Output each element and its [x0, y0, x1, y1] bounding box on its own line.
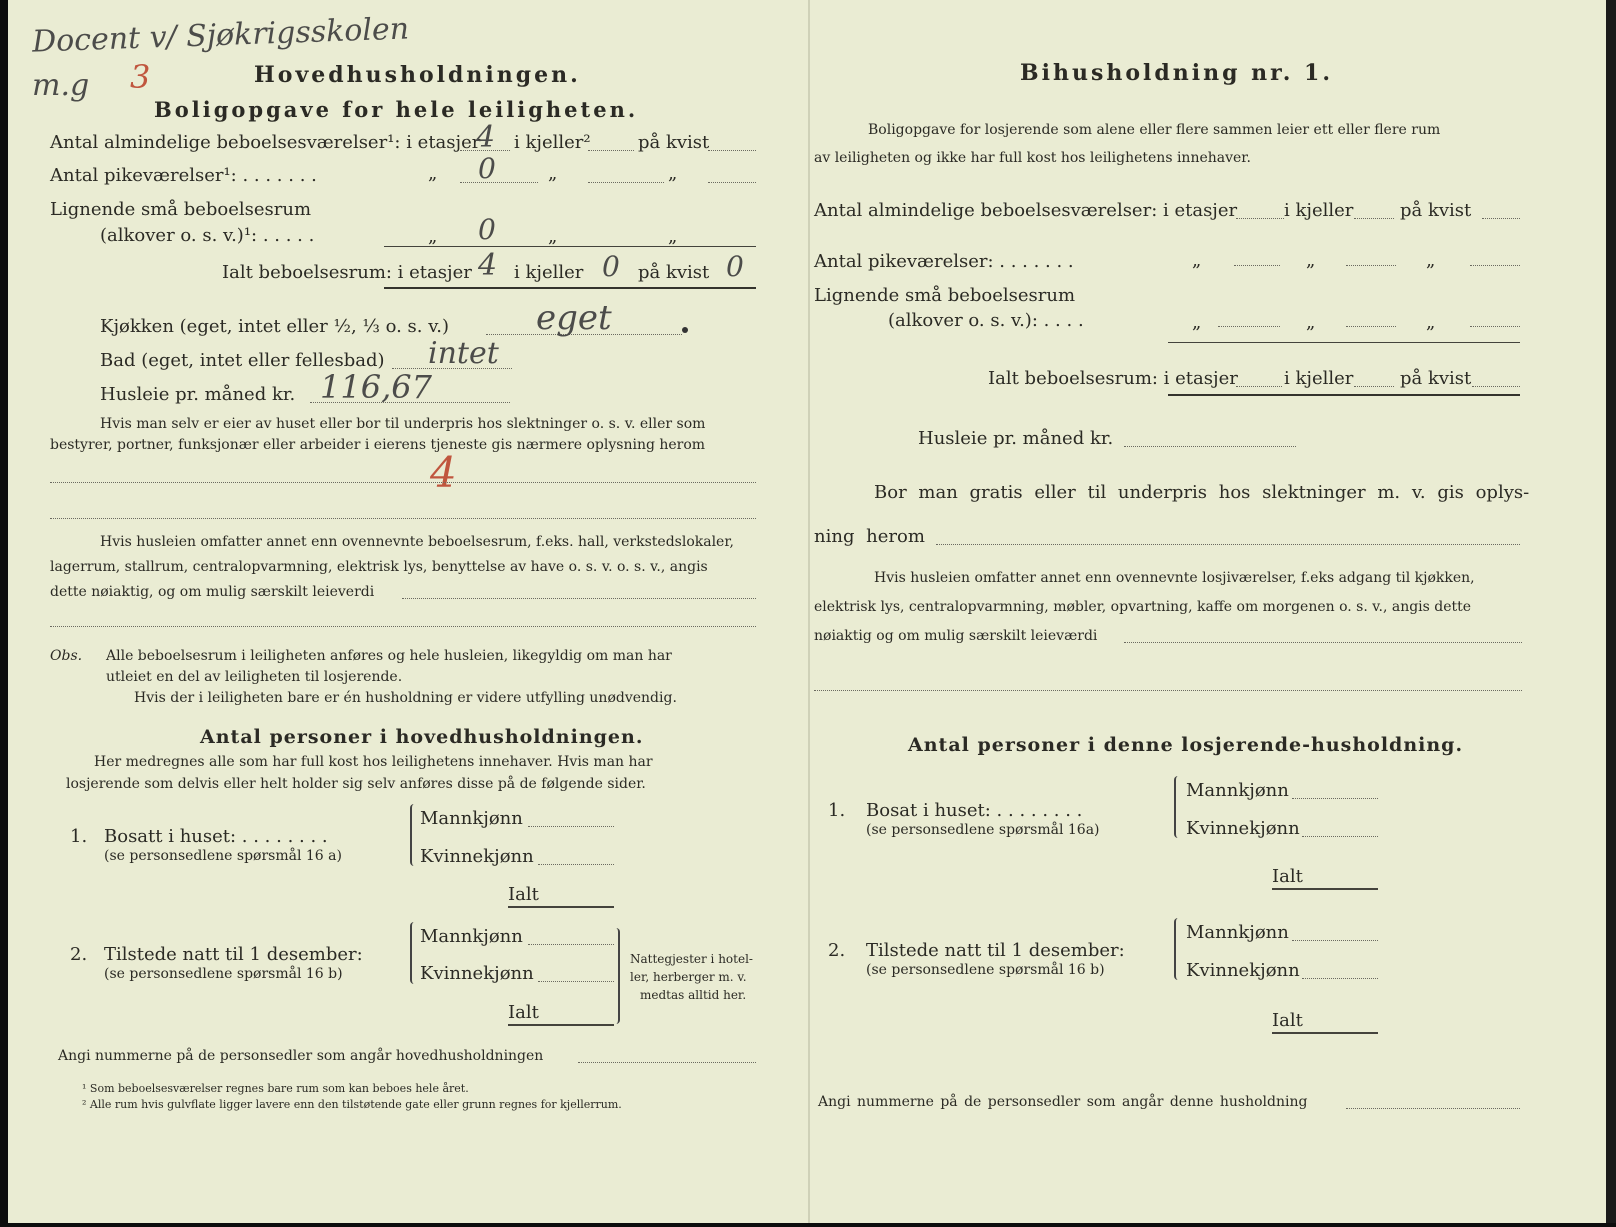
- quote-mark: „: [1306, 312, 1316, 333]
- includes-text-2: lagerrum, stallrum, centralopvarmning, elektrisk lys, benyttelse av have o. s. v. o. s. v., angis: [50, 559, 708, 575]
- footnote-1: ¹ Som beboelsesværelser regnes bare rum som kan beboes hele året.: [82, 1082, 469, 1095]
- includes-line-2[interactable]: [50, 626, 756, 627]
- right-persons-title: Antal personer i denne losjerende-husholdning.: [908, 734, 1464, 756]
- right-total-rule: [1168, 394, 1520, 396]
- left-q1-sub: (se personsedlene spørsmål 16 a): [104, 848, 342, 864]
- right-includes-line-2[interactable]: [814, 690, 1522, 691]
- left-title: Hovedhusholdningen.: [254, 62, 581, 88]
- night-guests-note-2: ler, herberger m. v.: [630, 970, 747, 984]
- left-q2-sub: (se personsedlene spørsmål 16 b): [104, 966, 343, 982]
- left-q2-male-line[interactable]: [528, 944, 614, 945]
- total-kvist-label: på kvist: [638, 262, 710, 283]
- night-guests-brace: [612, 928, 620, 1024]
- right-q1-brace: [1174, 776, 1182, 838]
- rent-value[interactable]: 116,67: [320, 368, 432, 406]
- total-kjeller-value[interactable]: 0: [602, 250, 620, 283]
- rooms-row-label: Antal almindelige beboelsesværelser¹: i etasjer: [50, 132, 481, 153]
- obs-text-2: utleiet en del av leiligheten til losjerende.: [106, 669, 403, 685]
- quote-mark: „: [668, 163, 678, 184]
- alcove-etasjer-value[interactable]: 0: [478, 213, 496, 246]
- right-includes-3: nøiaktig og om mulig særskilt leieværdi: [814, 628, 1098, 644]
- right-alcove-kvist-line[interactable]: [1470, 326, 1520, 327]
- left-q2-total-label: Ialt: [508, 1002, 539, 1023]
- bath-label: Bad (eget, intet eller fellesbad): [100, 350, 385, 371]
- right-q1-number: 1.: [828, 800, 846, 821]
- left-q1-label: Bosatt i huset: . . . . . . . .: [104, 826, 328, 847]
- quote-mark: „: [1426, 312, 1436, 333]
- right-q1-sub: (se personsedlene spørsmål 16a): [866, 822, 1100, 838]
- left-angi-line[interactable]: [578, 1062, 756, 1063]
- right-free-line[interactable]: [936, 544, 1520, 545]
- right-rent-label: Husleie pr. måned kr.: [918, 428, 1114, 449]
- left-subtitle: Boligopgave for hele leiligheten.: [154, 97, 639, 122]
- right-alcove-rule: [1168, 342, 1520, 343]
- right-q2-male-line[interactable]: [1292, 940, 1378, 941]
- right-angi-line[interactable]: [1346, 1108, 1520, 1109]
- right-q1-female-label: Kvinnekjønn: [1186, 818, 1300, 839]
- maid-kjeller-line[interactable]: [588, 182, 664, 183]
- left-q1-total-line[interactable]: [508, 906, 614, 908]
- rooms-etasjer-value[interactable]: 4: [476, 120, 496, 155]
- handwritten-mg-number: 3: [130, 58, 151, 96]
- owner-line-1[interactable]: [50, 482, 756, 483]
- owner-line-2[interactable]: [50, 518, 756, 519]
- right-maid-kjeller-line[interactable]: [1346, 265, 1396, 266]
- quote-mark: „: [548, 226, 558, 247]
- includes-text-1: Hvis husleien omfatter annet enn ovennevnte beboelsesrum, f.eks. hall, verkstedslokaler,: [100, 534, 734, 550]
- right-rooms-kvist-label: på kvist: [1400, 200, 1472, 221]
- rent-label: Husleie pr. måned kr.: [100, 384, 296, 405]
- right-q1-total-label: Ialt: [1272, 866, 1303, 887]
- right-q1-male-line[interactable]: [1292, 798, 1378, 799]
- right-maid-kvist-line[interactable]: [1470, 265, 1520, 266]
- left-q1-male-line[interactable]: [528, 826, 614, 827]
- rooms-kjeller-label: i kjeller²: [514, 132, 591, 153]
- obs-text-1: Alle beboelsesrum i leiligheten anføres og hele husleien, likegyldig om man har: [106, 648, 672, 664]
- handwritten-red-four: 4: [430, 448, 457, 497]
- right-includes-1: Hvis husleien omfatter annet enn ovennevnte losjiværelser, f.eks adgang til kjøkken,: [874, 570, 1475, 586]
- right-total-label: Ialt beboelsesrum: i etasjer: [988, 368, 1238, 389]
- right-q2-total-label: Ialt: [1272, 1010, 1303, 1031]
- total-rooms-label: Ialt beboelsesrum: i etasjer: [222, 262, 472, 283]
- page-fold: [808, 0, 810, 1223]
- left-q2-brace: [410, 922, 418, 984]
- left-persons-text-2: losjerende som delvis eller helt holder sig selv anføres disse på de følgende sider.: [66, 776, 646, 792]
- right-total-kjeller-label: i kjeller: [1284, 368, 1354, 389]
- kitchen-label: Kjøkken (eget, intet eller ½, ⅓ o. s. v.): [100, 316, 449, 337]
- total-etasjer-value[interactable]: 4: [478, 248, 498, 283]
- rooms-kjeller-line[interactable]: [588, 150, 634, 151]
- maid-rooms-label: Antal pikeværelser¹: . . . . . . .: [50, 165, 317, 186]
- includes-text-3: dette nøiaktig, og om mulig særskilt leieverdi: [50, 584, 375, 600]
- right-q2-brace: [1174, 918, 1182, 980]
- right-total-kjeller-line[interactable]: [1354, 386, 1394, 387]
- quote-mark: „: [1192, 250, 1202, 271]
- kitchen-value[interactable]: eget: [536, 298, 612, 338]
- left-angi-text: Angi nummerne på de personsedler som angår hovedhusholdningen: [58, 1048, 544, 1064]
- total-kjeller-label: i kjeller: [514, 262, 584, 283]
- right-q1-female-line[interactable]: [1302, 836, 1378, 837]
- left-q1-total-label: Ialt: [508, 884, 539, 905]
- left-q1-brace: [410, 804, 418, 866]
- quote-mark: „: [1306, 250, 1316, 271]
- left-q2-number: 2.: [70, 944, 88, 965]
- right-q2-total-line[interactable]: [1272, 1032, 1378, 1034]
- handwritten-note: Docent v/ Sjøkrigsskolen: [31, 11, 410, 60]
- right-alcove-label-sub: (alkover o. s. v.): . . . .: [888, 310, 1084, 331]
- night-guests-note-3: medtas alltid her.: [640, 988, 747, 1002]
- quote-mark: „: [428, 226, 438, 247]
- left-q2-female-line[interactable]: [538, 981, 614, 982]
- alcove-label-sub: (alkover o. s. v.)¹: . . . . .: [100, 225, 315, 246]
- right-q2-female-label: Kvinnekjønn: [1186, 960, 1300, 981]
- right-q2-sub: (se personsedlene spørsmål 16 b): [866, 962, 1105, 978]
- rooms-kvist-line[interactable]: [708, 150, 756, 151]
- maid-etasjer-value[interactable]: 0: [478, 152, 496, 185]
- right-rooms-kjeller-label: i kjeller: [1284, 200, 1354, 221]
- right-q1-label: Bosat i huset: . . . . . . . .: [866, 800, 1083, 821]
- quote-mark: „: [1426, 250, 1436, 271]
- right-title: Bihusholdning nr. 1.: [1020, 60, 1333, 86]
- right-intro-1: Boligopgave for losjerende som alene eller flere sammen leier ett eller flere rum: [868, 122, 1441, 138]
- left-q2-female-label: Kvinnekjønn: [420, 963, 534, 984]
- maid-etasjer-line: [460, 182, 538, 183]
- right-rooms-etasjer-line[interactable]: [1236, 218, 1284, 219]
- total-kvist-value[interactable]: 0: [726, 250, 744, 283]
- right-angi-text: Angi nummerne på de personsedler som angår denne husholdning: [818, 1094, 1308, 1110]
- maid-kvist-line[interactable]: [708, 182, 756, 183]
- right-q2-female-line[interactable]: [1302, 978, 1378, 979]
- right-alcove-label: Lignende små beboelsesrum: [814, 285, 1076, 306]
- right-alcove-kjeller-line[interactable]: [1346, 326, 1396, 327]
- right-rooms-kjeller-line[interactable]: [1354, 218, 1394, 219]
- ink-dot: [682, 327, 688, 333]
- alcove-rule: [384, 246, 756, 247]
- left-q2-male-label: Mannkjønn: [420, 926, 523, 947]
- right-q2-male-label: Mannkjønn: [1186, 922, 1289, 943]
- left-q2-label: Tilstede natt til 1 desember:: [104, 944, 363, 965]
- right-intro-2: av leiligheten og ikke har full kost hos leilighetens innehaver.: [814, 150, 1251, 166]
- quote-mark: „: [548, 163, 558, 184]
- right-total-etasjer-line[interactable]: [1236, 386, 1282, 387]
- left-q1-female-label: Kvinnekjønn: [420, 846, 534, 867]
- footnote-2: ² Alle rum hvis gulvflate ligger lavere enn den tilstøtende gate eller grunn regnes for kjellerrum.: [82, 1098, 622, 1111]
- right-includes-2: elektrisk lys, centralopvarmning, møbler, opvartning, kaffe om morgenen o. s. v., angis dette: [814, 599, 1472, 615]
- left-q2-total-line[interactable]: [508, 1024, 614, 1026]
- left-persons-text-1: Her medregnes alle som har full kost hos leilighetens innehaver. Hvis man har: [94, 754, 653, 770]
- right-maid-label: Antal pikeværelser: . . . . . . .: [814, 251, 1074, 272]
- total-rule: [384, 287, 756, 289]
- right-free-text-1: Bor man gratis eller til underpris hos slektninger m. v. gis oplys-: [874, 482, 1530, 503]
- quote-mark: „: [668, 226, 678, 247]
- right-alcove-etasjer-line[interactable]: [1218, 326, 1280, 327]
- right-q1-total-line[interactable]: [1272, 888, 1378, 890]
- owner-text-2: bestyrer, portner, funksjonær eller arbeider i eierens tjeneste gis nærmere oplysning herom: [50, 437, 706, 453]
- right-includes-line-1[interactable]: [1124, 642, 1522, 643]
- left-q1-female-line[interactable]: [538, 864, 614, 865]
- handwritten-mg: m.g: [32, 68, 90, 103]
- left-q1-number: 1.: [70, 826, 88, 847]
- right-total-kvist-label: på kvist: [1400, 368, 1472, 389]
- right-q2-number: 2.: [828, 940, 846, 961]
- right-q1-male-label: Mannkjønn: [1186, 780, 1289, 801]
- right-rooms-kvist-line[interactable]: [1482, 218, 1520, 219]
- obs-label: Obs.: [50, 648, 83, 664]
- right-q2-label: Tilstede natt til 1 desember:: [866, 940, 1125, 961]
- owner-text-1: Hvis man selv er eier av huset eller bor til underpris hos slektninger o. s. v. eller som: [100, 416, 706, 432]
- right-total-kvist-line[interactable]: [1472, 386, 1520, 387]
- obs-text-3: Hvis der i leiligheten bare er én husholdning er videre utfylling unødvendig.: [134, 690, 677, 706]
- quote-mark: „: [1192, 312, 1202, 333]
- right-rooms-label: Antal almindelige beboelsesværelser: i etasjer: [814, 200, 1238, 221]
- form-sheet: [8, 0, 1614, 1223]
- bath-value[interactable]: intet: [428, 336, 499, 371]
- left-q1-male-label: Mannkjønn: [420, 808, 523, 829]
- right-rent-line[interactable]: [1124, 446, 1296, 447]
- quote-mark: „: [428, 163, 438, 184]
- rooms-kvist-label: på kvist: [638, 132, 710, 153]
- includes-line-1[interactable]: [402, 598, 756, 599]
- left-persons-title: Antal personer i hovedhusholdningen.: [200, 726, 644, 748]
- right-free-text-2: ning herom: [814, 526, 925, 547]
- night-guests-note-1: Nattegjester i hotel-: [630, 952, 753, 966]
- alcove-label: Lignende små beboelsesrum: [50, 199, 312, 220]
- scan-edge: [1606, 0, 1616, 1223]
- right-maid-etasjer-line[interactable]: [1234, 265, 1280, 266]
